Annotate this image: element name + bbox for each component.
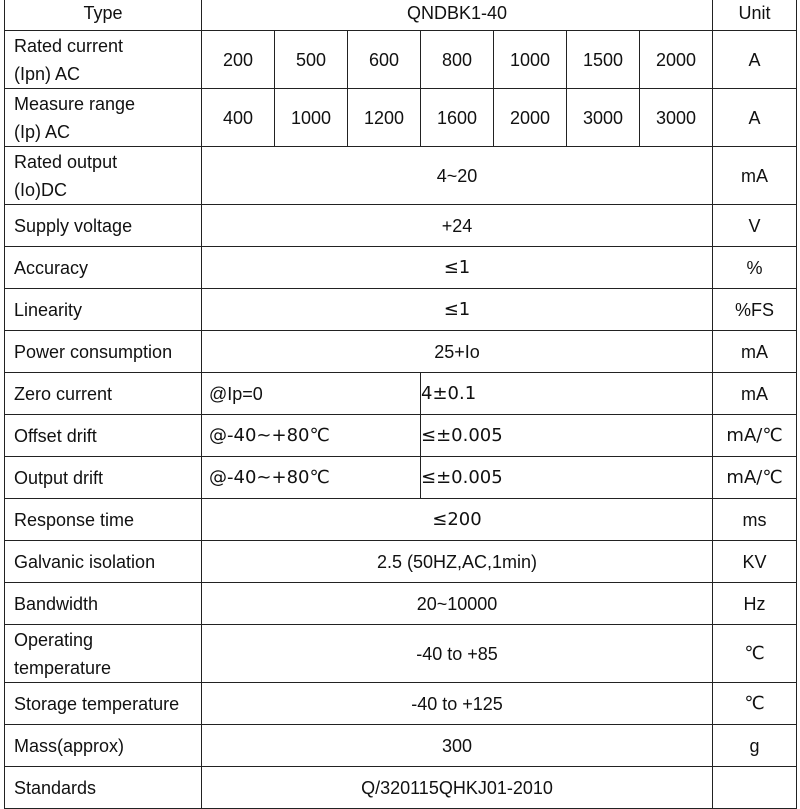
storage-temperature-label: Storage temperature [5,683,202,725]
bandwidth-label: Bandwidth [5,583,202,625]
unit-header: Unit [713,0,797,31]
bandwidth-row [5,583,797,625]
galvanic-isolation-label: Galvanic isolation [5,541,202,583]
header-row [5,0,797,31]
storage-temperature-value: -40 to +125 [202,683,713,725]
measure-range-value: 3000 [567,89,640,147]
operating-temperature-label [5,625,202,683]
rated-current-value: 2000 [640,31,713,89]
measure-range-value: 400 [202,89,275,147]
accuracy-unit: % [713,247,797,289]
output-drift-unit: mA/℃ [713,457,797,499]
spec-table [4,0,797,809]
measure-range-label-line1: Measure range [14,93,136,114]
zero-current-unit: mA [713,373,797,415]
supply-voltage-row [5,205,797,247]
measure-range-row [5,89,797,147]
output-drift-condition: @-40~+80℃ [202,457,421,499]
measure-range-label [5,89,202,147]
rated-output-label-line1: Rated output [14,151,118,172]
power-consumption-unit: mA [713,331,797,373]
standards-value: Q/320115QHKJ01-2010 [202,767,713,809]
rated-output-label-line2: (Io)DC [14,179,67,200]
output-drift-value: ≤±0.005 [421,457,713,499]
measure-range-label-line2: (Ip) AC [14,121,71,142]
rated-output-label [5,147,202,205]
power-consumption-label: Power consumption [5,331,202,373]
supply-voltage-label: Supply voltage [5,205,202,247]
power-consumption-value: 25+Io [202,331,713,373]
zero-current-value: 4±0.1 [421,373,713,415]
measure-range-value: 2000 [494,89,567,147]
linearity-value: ≤1 [202,289,713,331]
bandwidth-value: 20~10000 [202,583,713,625]
storage-temperature-row [5,683,797,725]
accuracy-row [5,247,797,289]
measure-range-value: 3000 [640,89,713,147]
output-drift-label: Output drift [5,457,202,499]
linearity-unit: %FS [713,289,797,331]
offset-drift-value: ≤±0.005 [421,415,713,457]
rated-current-value: 1000 [494,31,567,89]
rated-current-value: 200 [202,31,275,89]
operating-temperature-row [5,625,797,683]
storage-temperature-unit: ℃ [713,683,797,725]
standards-row [5,767,797,809]
type-header: Type [5,0,202,31]
rated-current-value: 600 [348,31,421,89]
model-name: QNDBK1-40 [202,0,713,31]
operating-temperature-label-line1: Operating [14,629,94,650]
supply-voltage-unit: V [713,205,797,247]
zero-current-row [5,373,797,415]
mass-label: Mass(approx) [5,725,202,767]
measure-range-value: 1000 [275,89,348,147]
zero-current-condition: @Ip=0 [202,373,421,415]
operating-temperature-unit: ℃ [713,625,797,683]
linearity-label: Linearity [5,289,202,331]
galvanic-isolation-unit: KV [713,541,797,583]
rated-current-value: 1500 [567,31,640,89]
mass-value: 300 [202,725,713,767]
measure-range-value: 1200 [348,89,421,147]
response-time-label: Response time [5,499,202,541]
offset-drift-condition: @-40~+80℃ [202,415,421,457]
accuracy-value: ≤1 [202,247,713,289]
offset-drift-unit: mA/℃ [713,415,797,457]
offset-drift-row [5,415,797,457]
output-drift-row [5,457,797,499]
rated-current-unit: A [713,31,797,89]
rated-output-unit: mA [713,147,797,205]
rated-output-row [5,147,797,205]
bandwidth-unit: Hz [713,583,797,625]
response-time-value: ≤200 [202,499,713,541]
response-time-row [5,499,797,541]
linearity-row [5,289,797,331]
galvanic-isolation-value: 2.5 (50HZ,AC,1min) [202,541,713,583]
rated-current-label-line2: (Ipn) AC [14,63,81,84]
measure-range-unit: A [713,89,797,147]
operating-temperature-label-line2: temperature [14,657,112,678]
offset-drift-label: Offset drift [5,415,202,457]
rated-current-label [5,31,202,89]
operating-temperature-value: -40 to +85 [202,625,713,683]
galvanic-isolation-row [5,541,797,583]
standards-unit [713,767,797,809]
standards-label: Standards [5,767,202,809]
zero-current-label: Zero current [5,373,202,415]
rated-current-row [5,31,797,89]
mass-row [5,725,797,767]
rated-current-value: 800 [421,31,494,89]
mass-unit: g [713,725,797,767]
rated-current-value: 500 [275,31,348,89]
accuracy-label: Accuracy [5,247,202,289]
response-time-unit: ms [713,499,797,541]
power-consumption-row [5,331,797,373]
supply-voltage-value: +24 [202,205,713,247]
measure-range-value: 1600 [421,89,494,147]
rated-current-label-line1: Rated current [14,35,124,56]
rated-output-value: 4~20 [202,147,713,205]
